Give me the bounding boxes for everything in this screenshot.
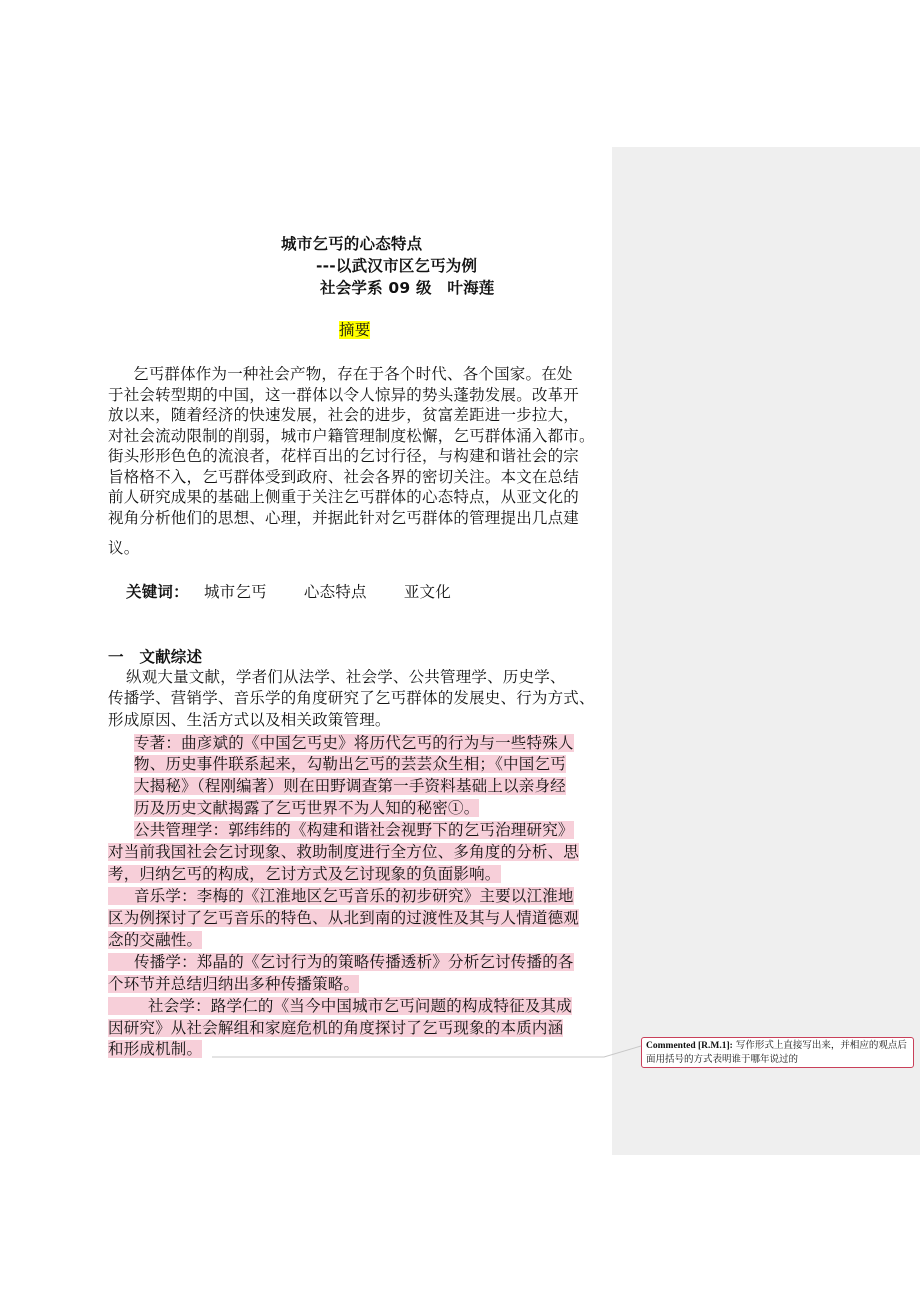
highlighted-line: 物、历史事件联系起来，勾勒出乞丐的芸芸众生相；《中国乞丐 bbox=[134, 755, 566, 773]
highlighted-line: 社会学：路学仁的《当今中国城市乞丐问题的构成特征及其成 bbox=[108, 997, 572, 1015]
text-line: 街头形形色色的流浪者，花样百出的乞讨行径，与构建和谐社会的宗 bbox=[108, 447, 580, 465]
highlighted-line: 大揭秘》（程刚编著）则在田野调查第一手资料基础上以亲身经 bbox=[134, 777, 566, 795]
author: 社会学系 09 级 叶海莲 bbox=[320, 279, 495, 297]
keyword: 亚文化 bbox=[403, 583, 451, 601]
abstract-heading: 摘要 bbox=[339, 321, 371, 339]
subtitle: ---以武汉市区乞丐为例 bbox=[316, 257, 478, 275]
keywords bbox=[126, 582, 451, 602]
highlighted-line: 专著：曲彦斌的《中国乞丐史》将历代乞丐的行为与一些特殊人 bbox=[134, 734, 574, 752]
highlighted-line: 个环节并总结归纳出多种传播策略。 bbox=[108, 975, 360, 993]
comment-text: 写作形式上直接写出来，并相应的观点后面用括号的方式表明谁于哪年说过的 bbox=[646, 1040, 907, 1065]
highlighted-line: 公共管理学：郭纬纬的《构建和谐社会视野下的乞丐治理研究》 bbox=[134, 821, 574, 839]
text-line: 形成原因、生活方式以及相关政策管理。 bbox=[108, 711, 391, 729]
keyword: 心态特点 bbox=[303, 583, 367, 601]
keyword: 城市乞丐 bbox=[203, 583, 267, 601]
text-line: 纵观大量文献，学者们从法学、社会学、公共管理学、历史学、 bbox=[126, 668, 566, 686]
text-line: 放以来，随着经济的快速发展，社会的进步，贫富差距进一步拉大， bbox=[108, 406, 580, 424]
keywords-label: 关键词： bbox=[126, 583, 189, 601]
text-line: 旨格格不入，乞丐群体受到政府、社会各界的密切关注。本文在总结 bbox=[108, 468, 580, 486]
highlighted-line: 音乐学：李梅的《江淮地区乞丐音乐的初步研究》主要以江淮地 bbox=[108, 887, 574, 905]
comment-balloon[interactable] bbox=[641, 1037, 914, 1068]
highlighted-line: 念的交融性。 bbox=[108, 931, 203, 949]
highlighted-line: 对当前我国社会乞讨现象、救助制度进行全方位、多角度的分析、思 bbox=[108, 843, 580, 861]
text-line: 于社会转型期的中国，这一群体以令人惊异的势头蓬勃发展。改革开 bbox=[108, 386, 580, 404]
section-heading: 一 文献综述 bbox=[108, 648, 203, 666]
highlighted-line: 传播学：郑晶的《乞讨行为的策略传播透析》分析乞讨传播的各 bbox=[108, 953, 574, 971]
text-line: 议。 bbox=[108, 539, 140, 557]
highlighted-line: 因研究》从社会解组和家庭危机的角度探讨了乞丐现象的本质内涵 bbox=[108, 1019, 564, 1037]
highlighted-line: 考，归纳乞丐的构成，乞讨方式及乞讨现象的负面影响。 bbox=[108, 865, 501, 883]
text-line: 前人研究成果的基础上侧重于关注乞丐群体的心态特点，从亚文化的 bbox=[108, 488, 580, 506]
highlighted-line: 区为例探讨了乞丐音乐的特色、从北到南的过渡性及其与人情道德观 bbox=[108, 909, 580, 927]
text-line: 乞丐群体作为一种社会产物，存在于各个时代、各个国家。在处 bbox=[133, 365, 573, 383]
text-line: 视角分析他们的思想、心理，并据此针对乞丐群体的管理提出几点建 bbox=[108, 509, 580, 527]
title: 城市乞丐的心态特点 bbox=[281, 235, 423, 253]
highlighted-line: 历及历史文献揭露了乞丐世界不为人知的秘密①。 bbox=[134, 799, 480, 817]
comment-label: Commented [R.M.1]: bbox=[646, 1041, 733, 1051]
text-line: 传播学、营销学、音乐学的角度研究了乞丐群体的发展史、行为方式、 bbox=[108, 689, 595, 707]
highlighted-line: 和形成机制。 bbox=[108, 1040, 203, 1058]
text-line: 对社会流动限制的削弱，城市户籍管理制度松懈，乞丐群体涌入都市。 bbox=[108, 427, 595, 445]
